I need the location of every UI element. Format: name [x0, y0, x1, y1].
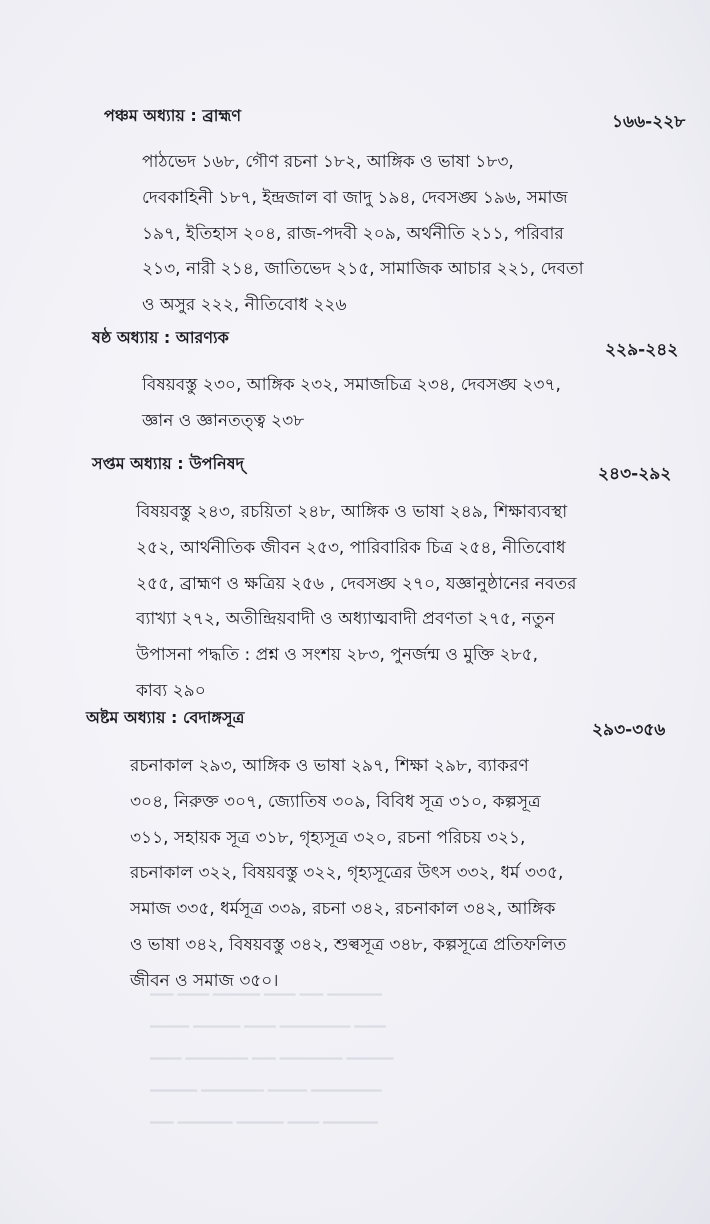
topic-line: ১৯৭, ইতিহাস ২০৪, রাজ-পদবী ২০৯, অর্থনীতি ২১১, পরিবার [142, 223, 564, 244]
page-range: ২৪৩-২৯২ [598, 464, 672, 484]
topic-line: বিষয়বস্তু ২৩০, আঙ্গিক ২৩২, সমাজচিত্র ২৩৪, দেবসঙ্ঘ ২৩৭, [142, 375, 561, 395]
chapter-heading-row [0, 451, 710, 484]
chapter-title: পঞ্চম অধ্যায় : ব্রাহ্মণ [104, 106, 242, 125]
chapter-entry-7 [0, 451, 710, 701]
chapter-heading-row [0, 325, 710, 360]
page-range: ২২৯-২৪২ [605, 340, 679, 360]
chapter-title: ষষ্ঠ অধ্যায় : আরণ্যক [92, 328, 229, 347]
topic-line: ও অসুর ২২২, নীতিবোধ ২২৬ [142, 295, 347, 316]
topic-line: জ্ঞান ও জ্ঞানতত্ত্ব ২৩৮ [142, 410, 305, 431]
chapter-title: অষ্টম অধ্যায় : বেদাঙ্গসূত্র [86, 708, 245, 727]
page-range: ১৬৬-২২৮ [612, 112, 686, 132]
topic-line: রচনাকাল ৩২২, বিষয়বস্তু ৩২২, গৃহ্যসূত্রের উৎস ৩৩২, ধর্ম ৩৩৫, [130, 863, 564, 884]
chapter-heading-row [0, 705, 710, 740]
chapter-topics [136, 495, 576, 710]
topic-line: ব্যাখ্যা ২৭২, অতীন্দ্রিয়বাদী ও অধ্যাত্মবাদী প্রবণতা ২৭৫, নতুন [136, 609, 555, 630]
topic-line: ৩১১, সহায়ক সূত্র ৩১৮, গৃহ্যসূত্র ৩২০, রচনা পরিচয় ৩২১, [130, 827, 526, 848]
topic-line: ২১৩, নারী ২১৪, জাতিভেদ ২১৫, সামাজিক আচার ২২১, দেবতা [142, 259, 584, 280]
chapter-topics [130, 749, 566, 1000]
chapter-entry-8 [0, 705, 710, 991]
topic-line: ৩০৪, নিরুক্ত ৩০৭, জ্যোতিষ ৩০৯, বিবিধ সূত্র ৩১০, কল্পসূত্র [130, 791, 541, 812]
topic-line: দেবকাহিনী ১৮৭, ইন্দ্রজাল বা জাদু ১৯৪, দেবসঙ্ঘ ১৯৬, সমাজ [142, 187, 568, 208]
topic-line: ও ভাষা ৩৪২, বিষয়বস্তু ৩৪২, শুল্বসূত্র ৩৪৮, কল্পসূত্রে প্রতিফলিত [130, 934, 567, 955]
page-range: ২৯৩-৩৫৬ [592, 720, 666, 740]
topic-line: ২৫৫, ব্রাহ্মণ ও ক্ষত্রিয় ২৫৬ , দেবসঙ্ঘ ২৭০, যজ্ঞানুষ্ঠানের নবতর [136, 573, 577, 594]
topic-line: উপাসনা পদ্ধতি : প্রশ্ন ও সংশয় ২৮৩, পুনর্জন্ম ও মুক্তি ২৮৫, [136, 645, 539, 666]
topic-line: সমাজ ৩৩৫, ধর্মসূত্র ৩৩৯, রচনা ৩৪২, রচনাকাল ৩৪২, আঙ্গিক [130, 899, 556, 920]
topic-line: কাব্য ২৯০ [136, 680, 206, 701]
topic-line: রচনাকাল ২৯৩, আঙ্গিক ও ভাষা ২৯৭, শিক্ষা ২৯৮, ব্যাকরণ [130, 756, 529, 776]
topic-line: জীবন ও সমাজ ৩৫০। [130, 970, 279, 991]
chapter-entry-5 [0, 103, 710, 316]
chapter-title: সপ্তম অধ্যায় : উপনিষদ্ [92, 454, 244, 473]
chapter-topics [142, 368, 561, 440]
chapter-heading-row [0, 103, 710, 133]
chapter-topics [142, 145, 584, 324]
chapter-entry-6 [0, 325, 710, 431]
topic-line: পাঠভেদ ১৬৮, গৌণ রচনা ১৮২, আঙ্গিক ও ভাষা ১৮৩, [142, 152, 514, 172]
topic-line: বিষয়বস্তু ২৪৩, রচয়িতা ২৪৮, আঙ্গিক ও ভাষা ২৪৯, শিক্ষাব্যবস্থা [136, 502, 568, 522]
bleed-through-text: ━━━ ━━━━ ━━━━━━ ━━━━ ━━━ ━━━━━━━ ━━━━━ ━━━━━━ ━━━━ ━━━━━━━━━ ━━━━ ━━━━ ━━━━━━━━ ━━━ ━━━━━━━━ ━━━━━━ ━━━━━━ ━━━━━━━━ ━━━━━ ━━━━━━━━━ ━━━ ━━━━━━━ ━━━━━━ ━━━━ ━━━━━━━ [150, 988, 394, 1131]
topic-line: ২৫২, আর্থনীতিক জীবন ২৫৩, পারিবারিক চিত্র ২৫৪, নীতিবোধ [136, 537, 566, 558]
